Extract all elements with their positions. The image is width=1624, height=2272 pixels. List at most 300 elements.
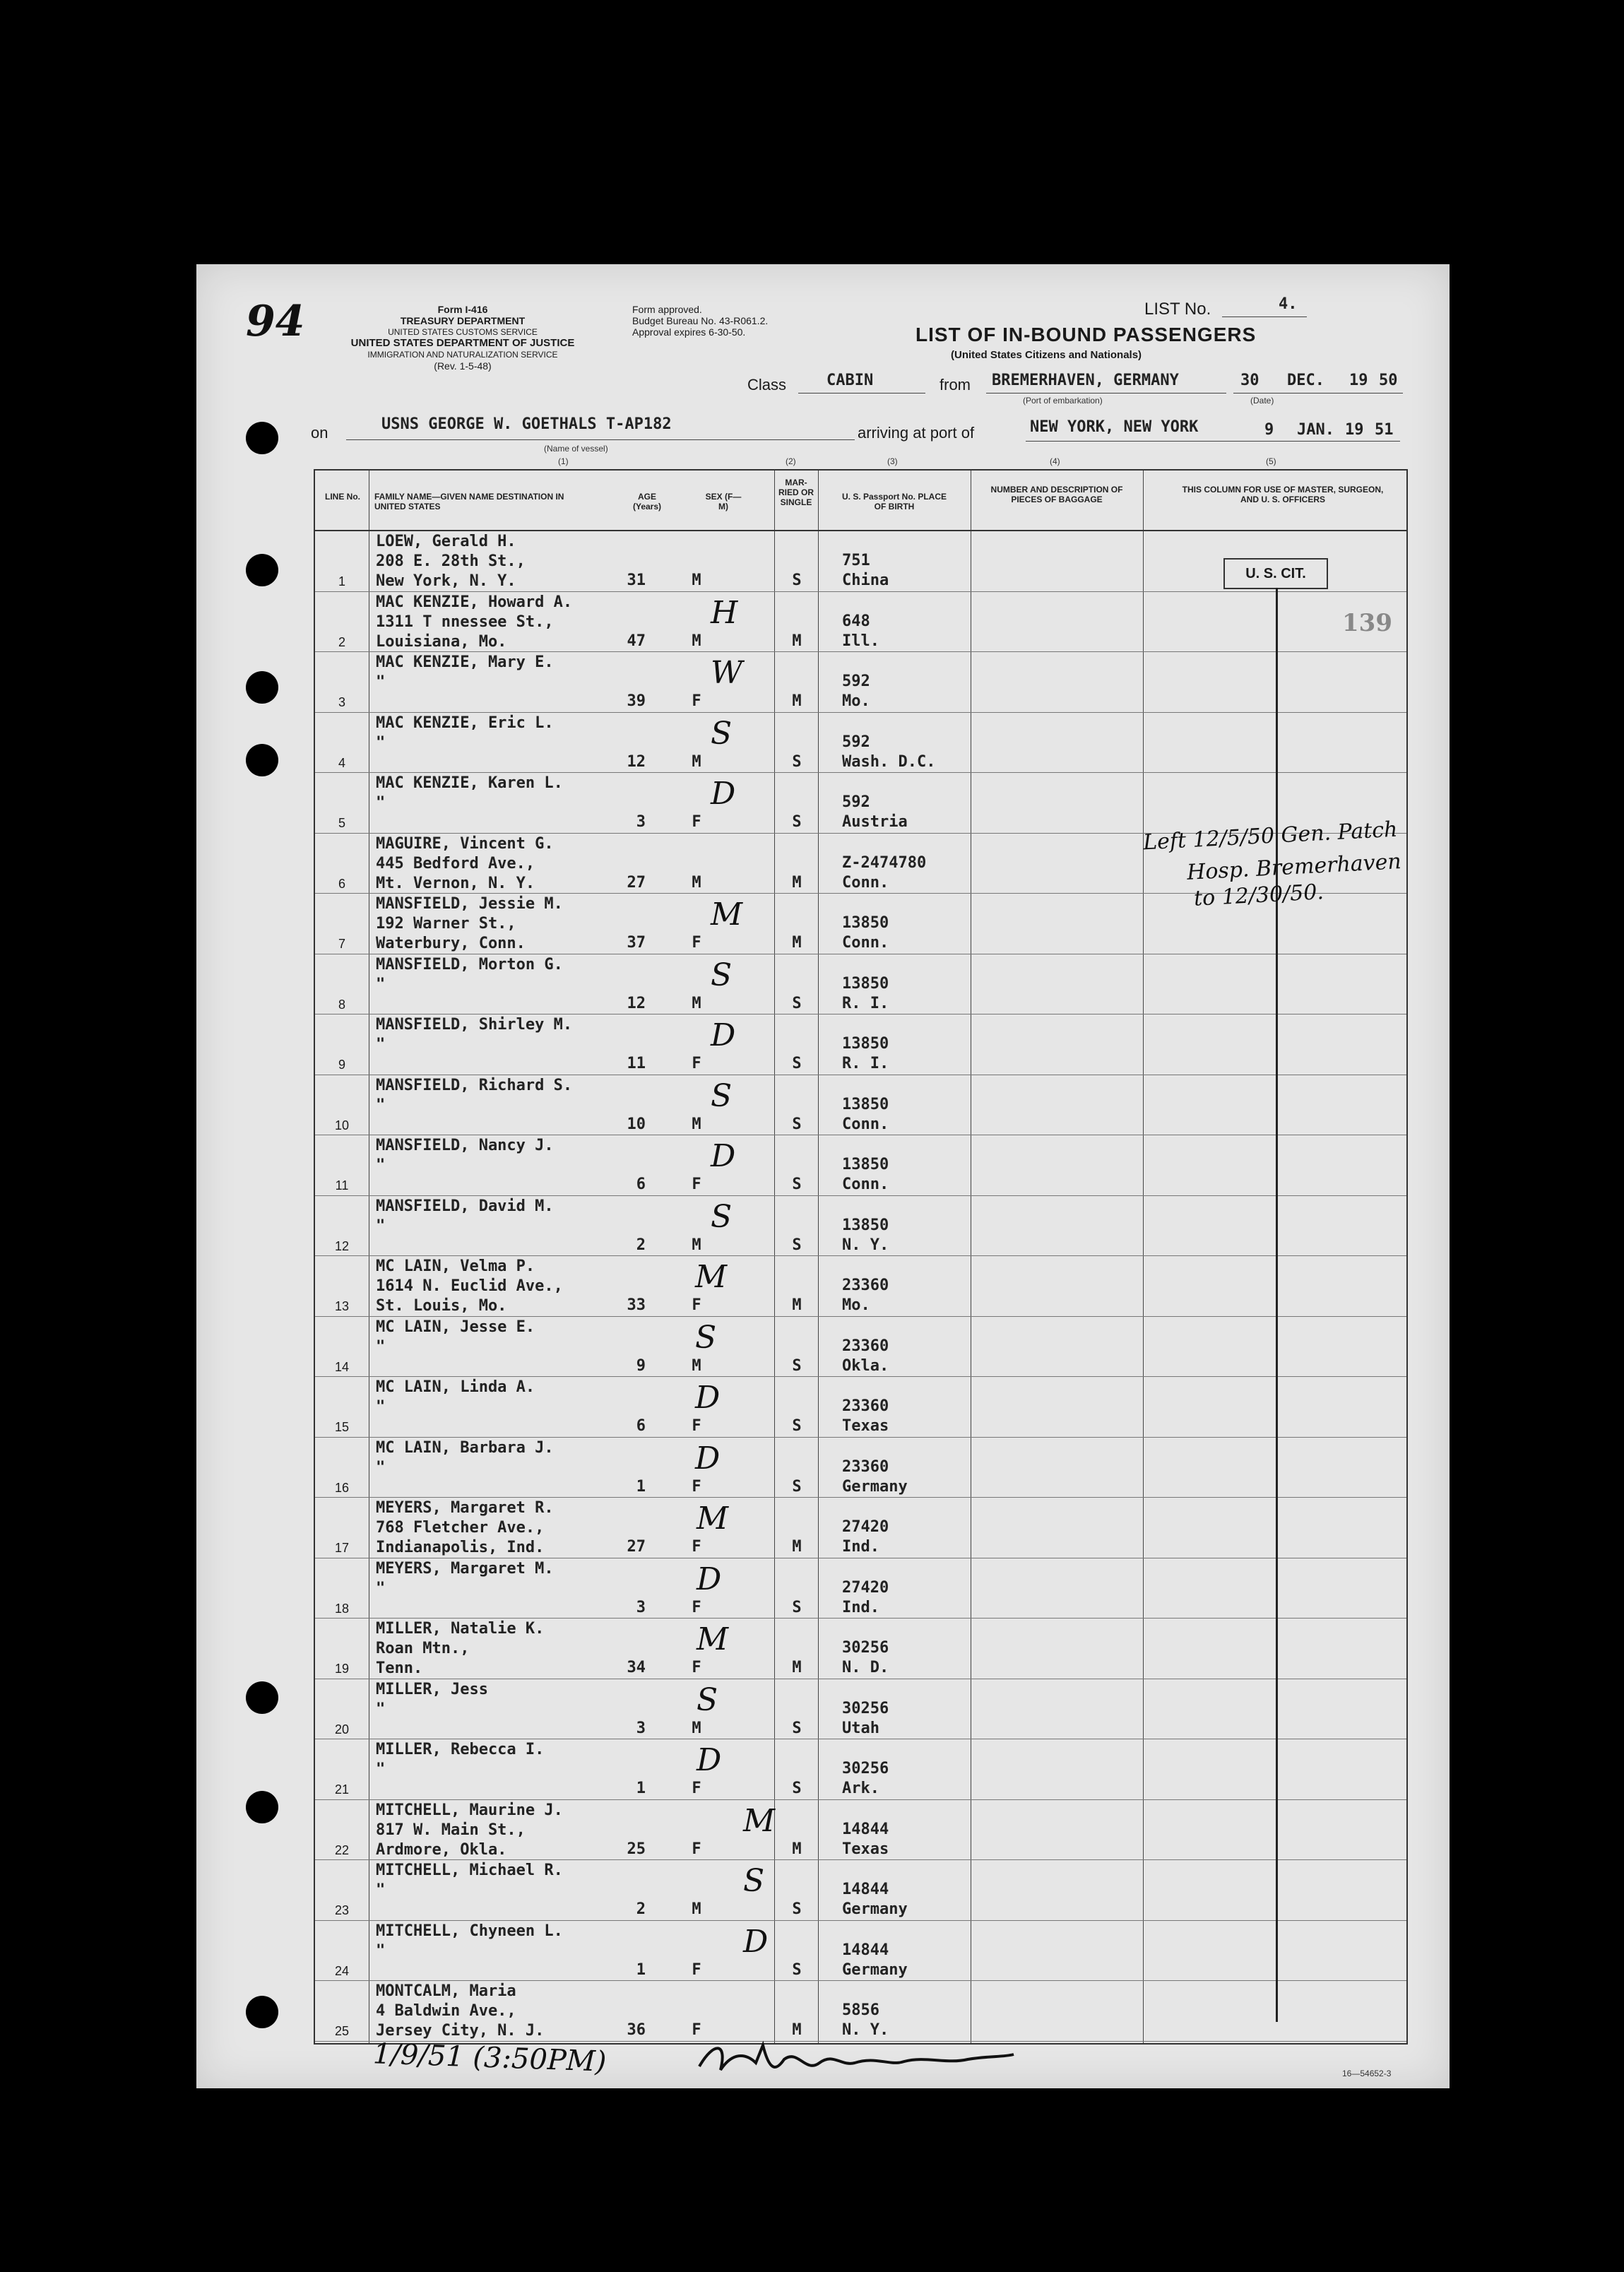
passenger-name: MANSFIELD, Jessie M.	[376, 895, 563, 913]
us-citizen-stamp: U. S. CIT.	[1223, 558, 1328, 589]
age-value: 6	[636, 1417, 646, 1435]
sex-value: M	[692, 873, 701, 892]
vessel-caption: (Name of vessel)	[544, 444, 608, 454]
line-number: 16	[334, 1480, 350, 1495]
place-of-birth: Ill.	[842, 632, 879, 650]
passenger-name: MANSFIELD, Morton G.	[376, 955, 563, 974]
family-relation-mark: M	[697, 1501, 729, 1537]
address-line: "	[376, 1398, 386, 1416]
address-line: "	[376, 1941, 386, 1960]
passport-number: 5856	[842, 2001, 879, 2019]
table-row	[315, 1558, 1406, 1619]
family-relation-mark: S	[711, 957, 733, 993]
family-relation-mark: M	[743, 1802, 776, 1839]
place-of-birth: Ind.	[842, 1538, 879, 1556]
age-value: 31	[627, 572, 646, 589]
line-number: 8	[338, 997, 345, 1012]
line-number: 4	[338, 755, 345, 770]
address-line: 4 Baldwin Ave.,	[376, 2002, 516, 2020]
passport-number: 751	[842, 552, 870, 569]
passenger-name: MC LAIN, Barbara J.	[376, 1438, 554, 1457]
age-value: 1	[636, 1780, 646, 1797]
age-value: 12	[627, 994, 646, 1012]
family-relation-mark: M	[697, 1621, 729, 1657]
place-of-birth: Mo.	[842, 692, 870, 710]
passport-number: 592	[842, 793, 870, 811]
col3-number: (3)	[887, 456, 898, 466]
place-of-birth: China	[842, 572, 889, 589]
officer-check-line	[1276, 588, 1278, 2022]
family-relation-mark: S	[743, 1863, 765, 1899]
table-row	[315, 1860, 1406, 1921]
city-line: Ardmore, Okla.	[376, 1840, 507, 1859]
place-of-birth: Wash. D.C.	[842, 752, 936, 771]
passenger-name: MC LAIN, Velma P.	[376, 1258, 535, 1275]
list-no: 4.	[1279, 295, 1298, 313]
passport-number: 23360	[842, 1337, 889, 1355]
col4-number: (4)	[1050, 456, 1060, 466]
dept-treasury-sub: UNITED STATES CUSTOMS SERVICE	[388, 327, 538, 337]
line-number: 21	[334, 1782, 350, 1797]
marital-status: M	[792, 873, 802, 892]
from-label: from	[940, 376, 971, 394]
family-relation-mark: M	[695, 1259, 728, 1295]
header-baggage: NUMBER AND DESCRIPTION OF PIECES OF BAGGAGE	[990, 485, 1123, 504]
line-number: 22	[334, 1842, 350, 1857]
passport-number: 30256	[842, 1760, 889, 1777]
city-line: Tenn.	[376, 1659, 423, 1677]
address-line: 1614 N. Euclid Ave.,	[376, 1277, 563, 1295]
passenger-table	[314, 469, 1408, 2045]
passport-number: 13850	[842, 1216, 889, 1234]
date-year: 50	[1379, 372, 1398, 389]
address-line: "	[376, 733, 386, 752]
place-of-birth: Germany	[842, 1900, 908, 1918]
col2-number: (2)	[786, 456, 796, 466]
family-relation-mark: D	[743, 1923, 769, 1960]
family-relation-mark: D	[695, 1380, 721, 1416]
age-value: 2	[636, 1236, 646, 1254]
passenger-name: MANSFIELD, David M.	[376, 1197, 554, 1215]
dept-treasury: TREASURY DEPARTMENT	[400, 315, 526, 326]
marital-status: S	[792, 1356, 802, 1375]
marital-status: M	[792, 1659, 802, 1676]
binder-hole	[246, 671, 278, 704]
place-of-birth: Texas	[842, 1840, 889, 1858]
place-of-birth: Ark.	[842, 1780, 879, 1797]
family-relation-mark: D	[711, 776, 736, 812]
address-line: "	[376, 1337, 386, 1356]
sex-value: F	[692, 1780, 701, 1797]
line-number: 23	[334, 1903, 350, 1917]
footer-code: 16—54652-3	[1342, 2069, 1392, 2078]
family-relation-mark: D	[695, 1440, 721, 1477]
passport-number: 23360	[842, 1277, 889, 1294]
address-line: "	[376, 1217, 386, 1235]
age-value: 1	[636, 1960, 646, 1979]
age-value: 25	[627, 1840, 646, 1858]
address-line: "	[376, 1458, 386, 1477]
revision: (Rev. 1-5-48)	[434, 360, 492, 372]
age-value: 1	[636, 1477, 646, 1496]
passport-number: 13850	[842, 1095, 889, 1113]
passenger-name: MAC KENZIE, Howard A.	[376, 593, 573, 611]
dept-justice: UNITED STATES DEPARTMENT OF JUSTICE	[350, 337, 575, 349]
marital-status: M	[792, 1840, 802, 1858]
col1-number: (1)	[558, 456, 569, 466]
passport-number: 30256	[842, 1639, 889, 1657]
city-line: St. Louis, Mo.	[376, 1297, 507, 1315]
table-row	[315, 1135, 1406, 1196]
passport-number: 27420	[842, 1518, 889, 1536]
family-relation-mark: H	[711, 594, 738, 631]
table-row	[315, 652, 1406, 713]
city-line: Mt. Vernon, N. Y.	[376, 874, 535, 892]
marital-status: M	[792, 1538, 802, 1556]
address-line: "	[376, 1156, 386, 1174]
age-value: 10	[627, 1115, 646, 1133]
line-number: 3	[338, 695, 345, 709]
passenger-name: MAC KENZIE, Karen L.	[376, 774, 563, 792]
line-number: 7	[338, 937, 345, 951]
arrival-year: 51	[1375, 421, 1394, 439]
address-line: 208 E. 28th St.,	[376, 552, 526, 570]
passenger-name: MONTCALM, Maria	[376, 1982, 516, 2000]
address-line: 445 Bedford Ave.,	[376, 854, 535, 872]
sex-value: F	[692, 934, 701, 952]
passenger-name: MILLER, Natalie K.	[376, 1620, 545, 1638]
sex-value: F	[692, 1296, 701, 1314]
marital-status: S	[792, 1960, 802, 1979]
line-number: 5	[338, 816, 345, 830]
on-label: on	[311, 424, 328, 442]
age-value: 39	[627, 692, 646, 710]
line-number: 25	[334, 2024, 350, 2038]
city-line: Waterbury, Conn.	[376, 935, 526, 952]
address-line: "	[376, 1881, 386, 1899]
address-line: "	[376, 1096, 386, 1114]
age-value: 2	[636, 1900, 646, 1918]
passenger-name: MITCHELL, Maurine J.	[376, 1801, 563, 1819]
header-married: MAR- RIED OR SINGLE	[778, 478, 814, 507]
marital-status: M	[792, 692, 802, 710]
passenger-name: MANSFIELD, Nancy J.	[376, 1137, 554, 1154]
passenger-name: MC LAIN, Linda A.	[376, 1378, 535, 1396]
arrival-day: 9	[1264, 421, 1274, 439]
address-line: "	[376, 975, 386, 993]
table-row	[315, 1438, 1406, 1498]
form-number: Form I-416	[437, 304, 488, 315]
line-number: 9	[338, 1058, 345, 1072]
marital-status: S	[792, 1780, 802, 1797]
passport-number: 30256	[842, 1699, 889, 1717]
line-number: 15	[334, 1420, 350, 1434]
table-row	[315, 1014, 1406, 1075]
port-embark-caption: (Port of embarkation)	[1023, 396, 1103, 406]
table-row	[315, 1800, 1406, 1861]
marital-status: S	[792, 1719, 802, 1737]
passenger-name: MAC KENZIE, Mary E.	[376, 653, 554, 671]
passport-number: 648	[842, 612, 870, 630]
passenger-name: MEYERS, Margaret M.	[376, 1559, 554, 1578]
family-relation-mark: M	[711, 897, 743, 933]
form-subtitle: (United States Citizens and Nationals)	[951, 349, 1142, 361]
inspector-signature	[692, 2035, 1017, 2084]
marital-status: S	[792, 1236, 802, 1254]
place-of-birth: R. I.	[842, 1055, 889, 1072]
address-line: "	[376, 1700, 386, 1718]
marital-status: S	[792, 1055, 802, 1072]
age-value: 37	[627, 934, 646, 952]
family-relation-mark: D	[697, 1561, 722, 1597]
address-line: 192 Warner St.,	[376, 915, 516, 933]
city-line: Jersey City, N. J.	[376, 2022, 545, 2040]
line-number: 10	[334, 1118, 350, 1132]
binder-hole	[246, 1791, 278, 1823]
sex-value: M	[692, 632, 701, 650]
line-number: 17	[334, 1541, 350, 1555]
arrival-month: JAN.	[1297, 421, 1334, 439]
approval-line1: Form approved.	[632, 304, 702, 315]
family-relation-mark: S	[697, 1681, 718, 1718]
line-number: 14	[334, 1359, 350, 1374]
marital-status: S	[792, 1176, 802, 1193]
address-line: "	[376, 1579, 386, 1597]
address-line: "	[376, 673, 386, 691]
passport-number: 14844	[842, 1941, 889, 1959]
sex-value: F	[692, 1960, 701, 1979]
family-relation-mark: S	[711, 715, 733, 752]
sex-value: M	[692, 1719, 701, 1737]
footer-date: 1/9/51 (3:50PM)	[372, 2037, 607, 2078]
passenger-name: MANSFIELD, Richard S.	[376, 1076, 573, 1094]
passenger-name: MILLER, Jess	[376, 1680, 488, 1698]
binder-hole	[246, 1996, 278, 2028]
marital-status: S	[792, 1598, 802, 1616]
family-relation-mark: D	[711, 1138, 736, 1174]
age-value: 9	[636, 1356, 646, 1375]
line-number: 2	[338, 634, 345, 649]
family-relation-mark: D	[711, 1017, 736, 1053]
hospital-note-2: Hosp. Bremerhaven	[1186, 849, 1402, 885]
passenger-name: MAGUIRE, Vincent G.	[376, 834, 554, 853]
marital-status: M	[792, 2021, 802, 2039]
age-value: 27	[627, 873, 646, 892]
header-officers: THIS COLUMN FOR USE OF MASTER, SURGEON, AND U. S. OFFICERS	[1182, 485, 1384, 504]
place-of-birth: N. Y.	[842, 1236, 889, 1254]
line-number: 20	[334, 1722, 350, 1736]
sex-value: M	[692, 1356, 701, 1375]
sex-value: F	[692, 813, 701, 831]
family-relation-mark: S	[711, 1077, 733, 1114]
marital-status: S	[792, 1417, 802, 1435]
passport-number: 592	[842, 673, 870, 690]
table-row	[315, 954, 1406, 1015]
passport-number: 13850	[842, 974, 889, 993]
header-age: AGE (Years)	[632, 492, 662, 511]
marital-status: S	[792, 752, 802, 771]
place-of-birth: Okla.	[842, 1356, 889, 1375]
passenger-name: MANSFIELD, Shirley M.	[376, 1016, 573, 1034]
family-relation-mark: S	[695, 1319, 717, 1356]
agency-block	[304, 304, 622, 372]
passenger-name: MAC KENZIE, Eric L.	[376, 714, 554, 732]
age-value: 6	[636, 1176, 646, 1193]
place-of-birth: N. Y.	[842, 2021, 889, 2039]
age-value: 34	[627, 1659, 646, 1676]
age-value: 11	[627, 1055, 646, 1072]
age-value: 27	[627, 1538, 646, 1556]
line-number: 13	[334, 1299, 350, 1313]
age-value: 3	[636, 813, 646, 831]
address-line: "	[376, 794, 386, 812]
approval-block	[632, 304, 768, 338]
arriving-label: arriving at port of	[858, 424, 975, 442]
passport-number: 27420	[842, 1578, 889, 1597]
marital-status: M	[792, 934, 802, 952]
sex-value: F	[692, 1477, 701, 1496]
table-row	[315, 1196, 1406, 1257]
place-of-birth: Mo.	[842, 1296, 870, 1314]
vessel-name: USNS GEORGE W. GOETHALS T-AP182	[381, 415, 672, 433]
table-row	[315, 713, 1406, 774]
family-relation-mark: D	[697, 1742, 722, 1778]
place-of-birth: Germany	[842, 1477, 908, 1496]
line-number: 1	[338, 574, 345, 588]
sex-value: F	[692, 1840, 701, 1858]
dept-justice-sub: IMMIGRATION AND NATURALIZATION SERVICE	[367, 350, 558, 360]
marital-status: S	[792, 1477, 802, 1496]
table-row	[315, 1739, 1406, 1800]
address-line: "	[376, 1761, 386, 1778]
arrival-port: NEW YORK, NEW YORK	[1030, 418, 1199, 436]
sex-value: F	[692, 2021, 701, 2039]
arrival-year-prefix: 19	[1345, 421, 1364, 439]
sex-value: M	[692, 1236, 701, 1254]
passport-number: 592	[842, 733, 870, 751]
passport-number: 23360	[842, 1457, 889, 1476]
list-no-label: LIST No.	[1144, 300, 1211, 319]
passenger-name: LOEW, Gerald H.	[376, 533, 516, 550]
line-number: 11	[335, 1178, 349, 1193]
passenger-name: MITCHELL, Chyneen L.	[376, 1922, 563, 1940]
age-value: 12	[627, 752, 646, 771]
age-value: 36	[627, 2021, 646, 2039]
date-day: 30	[1240, 372, 1260, 389]
age-value: 47	[627, 632, 646, 650]
table-row	[315, 1075, 1406, 1136]
table-row	[315, 1498, 1406, 1558]
passenger-name: MEYERS, Margaret R.	[376, 1499, 554, 1517]
passenger-name: MITCHELL, Michael R.	[376, 1862, 563, 1879]
approval-line3: Approval expires 6-30-50.	[632, 326, 746, 338]
place-of-birth: Austria	[842, 813, 908, 831]
place-of-birth: Conn.	[842, 1115, 889, 1133]
place-of-birth: Conn.	[842, 934, 889, 952]
header-name: FAMILY NAME—GIVEN NAME DESTINATION IN UNITED STATES	[374, 492, 564, 511]
sex-value: F	[692, 1417, 701, 1435]
table-row	[315, 1377, 1406, 1438]
passport-number: 14844	[842, 1881, 889, 1898]
sex-value: F	[692, 1538, 701, 1556]
header-line-no: LINE No.	[325, 492, 360, 502]
passport-number: 13850	[842, 1156, 889, 1173]
city-line: Louisiana, Mo.	[376, 632, 507, 651]
marital-status: S	[792, 994, 802, 1012]
line-number: 12	[334, 1238, 350, 1253]
passport-number: 23360	[842, 1397, 889, 1415]
sex-value: F	[692, 1176, 701, 1193]
binder-hole	[246, 744, 278, 776]
binder-hole	[246, 554, 278, 586]
passport-number: 13850	[842, 914, 889, 932]
sex-value: F	[692, 1598, 701, 1616]
sex-value: M	[692, 1115, 701, 1133]
marital-status: S	[792, 572, 802, 589]
header-passport: U. S. Passport No. PLACE OF BIRTH	[841, 492, 947, 511]
place-of-birth: Ind.	[842, 1598, 879, 1616]
form-title: LIST OF IN-BOUND PASSENGERS	[915, 324, 1257, 345]
marital-status: S	[792, 813, 802, 831]
header-sex: SEX (F—M)	[705, 492, 742, 511]
marital-status: M	[792, 1296, 802, 1314]
city-line: Indianapolis, Ind.	[376, 1539, 545, 1556]
line-number: 18	[334, 1601, 350, 1616]
family-relation-mark: S	[711, 1198, 733, 1235]
place-of-birth: N. D.	[842, 1659, 889, 1676]
address-line: 768 Fletcher Ave.,	[376, 1519, 545, 1537]
address-line: Roan Mtn.,	[376, 1640, 470, 1657]
line-number: 24	[334, 1963, 350, 1978]
col5-number: (5)	[1266, 456, 1276, 466]
passenger-name: MILLER, Rebecca I.	[376, 1741, 545, 1758]
sex-value: M	[692, 752, 701, 771]
address-line: 817 W. Main St.,	[376, 1821, 526, 1839]
from-value: BREMERHAVEN, GERMANY	[992, 372, 1179, 389]
hospital-note-3: to 12/30/50.	[1193, 880, 1324, 911]
table-row	[315, 1921, 1406, 1982]
table-row	[315, 1981, 1406, 2042]
passport-number: 13850	[842, 1035, 889, 1053]
line-number: 6	[338, 876, 345, 891]
marital-status: S	[792, 1900, 802, 1918]
sex-value: F	[692, 1659, 701, 1676]
approval-line2: Budget Bureau No. 43-R061.2.	[632, 315, 769, 326]
passenger-name: MC LAIN, Jesse E.	[376, 1318, 535, 1336]
date-caption: (Date)	[1250, 396, 1274, 406]
place-of-birth: Conn.	[842, 873, 889, 892]
table-row	[315, 1256, 1406, 1317]
hospital-note-1: Left 12/5/50 Gen. Patch	[1142, 817, 1399, 856]
passport-number: Z-2474780	[842, 853, 927, 872]
place-of-birth: Texas	[842, 1417, 889, 1435]
marital-status: S	[792, 1115, 802, 1133]
table-row	[315, 592, 1406, 653]
place-of-birth: Germany	[842, 1960, 908, 1979]
family-relation-mark: W	[711, 655, 743, 691]
table-row	[315, 1619, 1406, 1679]
sex-value: M	[692, 1900, 701, 1918]
sex-value: M	[692, 572, 701, 589]
marital-status: M	[792, 632, 802, 650]
table-row	[315, 1679, 1406, 1740]
class-label: Class	[747, 376, 787, 394]
place-of-birth: Utah	[842, 1719, 879, 1737]
sex-value: F	[692, 1055, 701, 1072]
page-number: 139	[1342, 609, 1392, 637]
sex-value: F	[692, 692, 701, 710]
sex-value: M	[692, 994, 701, 1012]
